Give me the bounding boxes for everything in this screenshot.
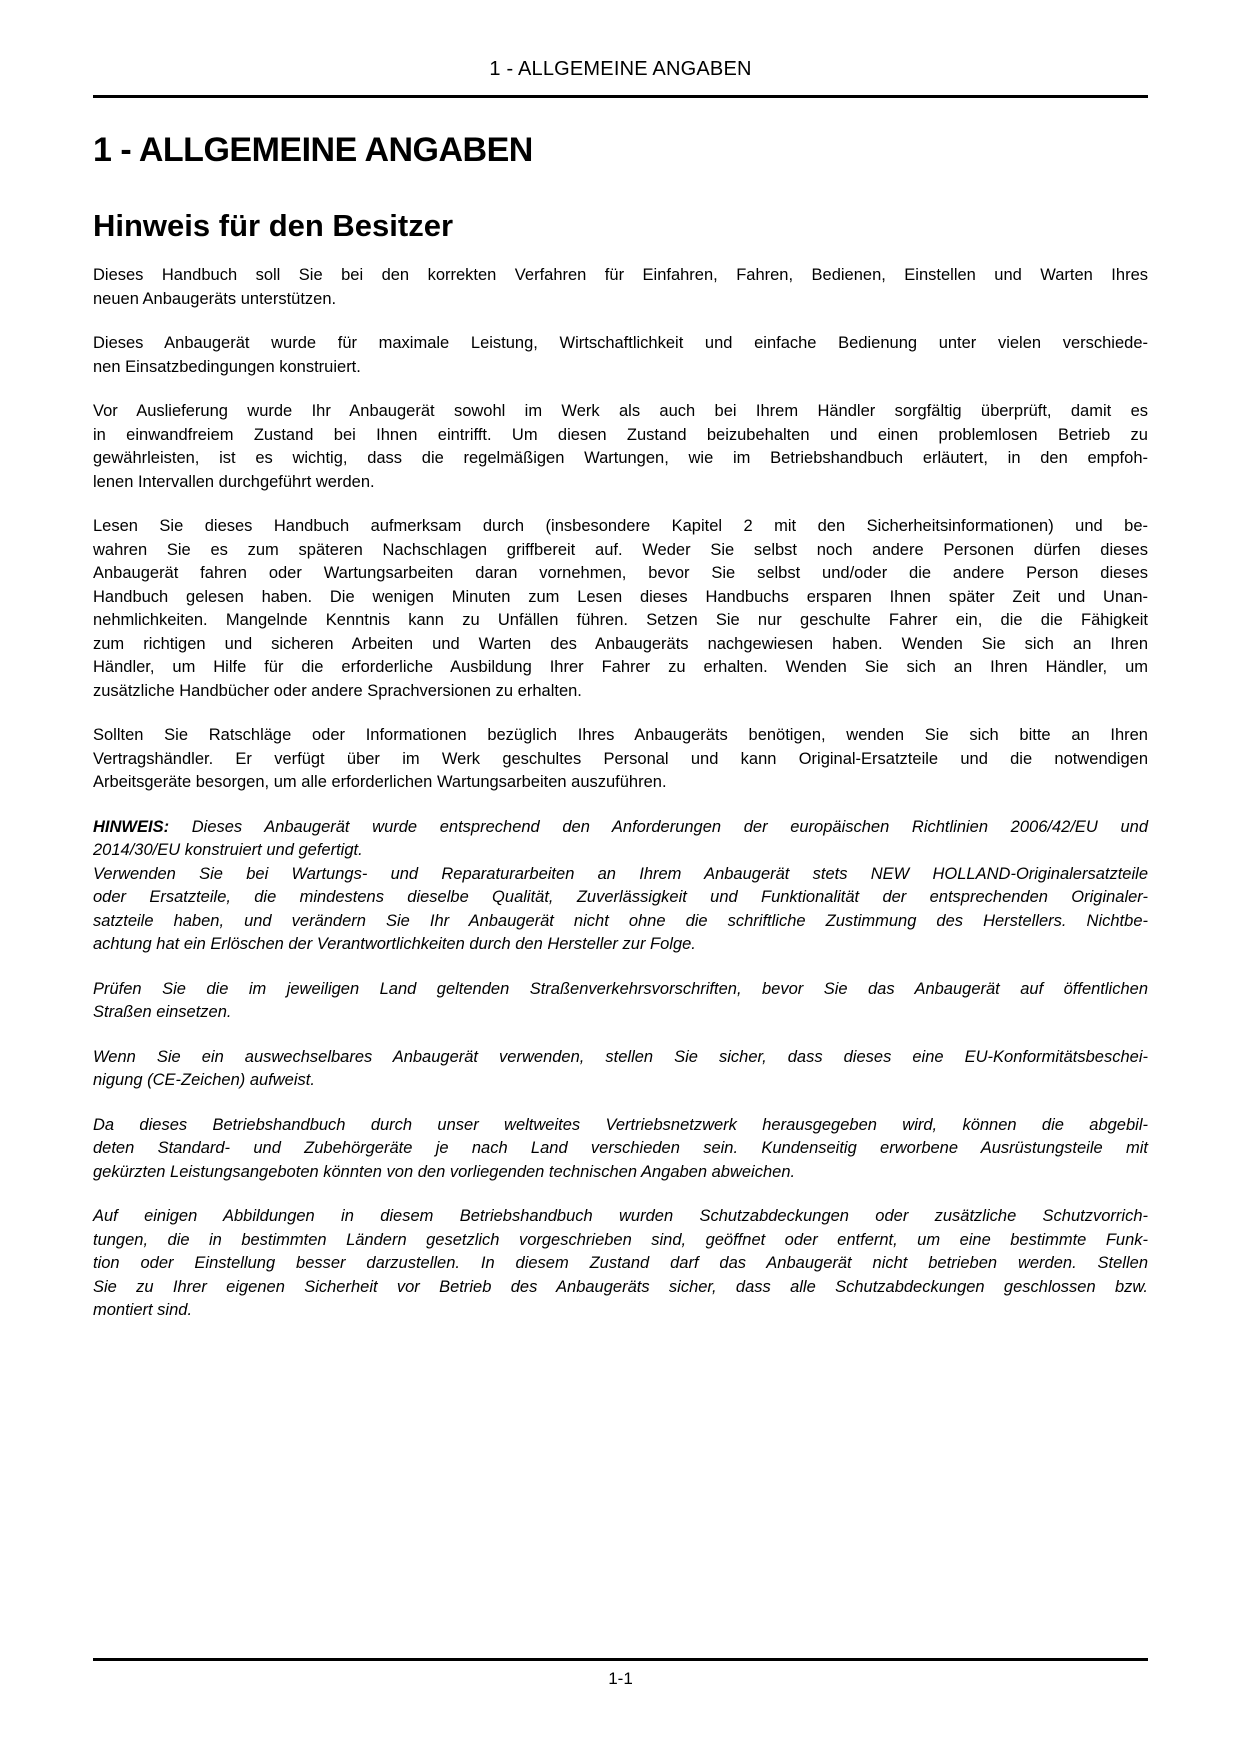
text-line: gekürzten Leistungsangeboten könnten von den vorliegenden technischen Angaben abweichen. (93, 1162, 796, 1181)
text-line: tungen, die in bestimmten Ländern gesetzlich vorgeschrieben sind, geöffnet oder entfernt, um eine bestimmte Funk- (93, 1230, 1148, 1249)
paragraph-2 (93, 332, 1148, 379)
text-line: Handbuch gelesen haben. Die wenigen Minuten zum Lesen dieses Handbuchs ersparen Ihnen später Zeit und Unan- (93, 587, 1148, 606)
header-rule (93, 95, 1148, 98)
paragraph-10 (93, 1114, 1148, 1185)
text-line: deten Standard- und Zubehörgeräte je nach Land verschieden sein. Kundenseitig erworbene Ausrüstungsteile mit (93, 1139, 1148, 1157)
text-line: montiert sind. (93, 1301, 193, 1319)
paragraph-9 (93, 1046, 1148, 1093)
page-header (0, 58, 1241, 98)
text-line: Arbeitsgeräte besorgen, um alle erforderlichen Wartungsarbeiten auszuführen. (93, 773, 667, 791)
text-line: satzteile haben, und verändern Sie Ihr Anbaugerät nicht ohne die schriftliche Zustimmung des Herstellers. Nichtbe- (93, 911, 1148, 930)
body-text (93, 264, 1148, 1323)
text-line: nehmlichkeiten. Mangelnde Kenntnis kann zu Unfällen führen. Setzen Sie nur geschulte Fahrer ein, die die Fähigkeit (93, 611, 1148, 629)
text-line: wahren Sie es zum späteren Nachschlagen griffbereit auf. Weder Sie selbst noch andere Personen dürfen dieses (93, 540, 1148, 559)
text-line: oder Ersatzteile, die mindestens dieselbe Qualität, Zuverlässigkeit und Funktionalität der entsprechenden Originaler- (93, 888, 1148, 906)
chapter-title: 1 - ALLGEMEINE ANGABEN (93, 131, 533, 169)
text-line: Vertragshändler. Er verfügt über im Werk geschultes Personal und kann Original-Ersatzteile und die notwendigen (93, 749, 1148, 768)
text-line: Dieses Handbuch soll Sie bei den korrekten Verfahren für Einfahren, Fahren, Bedienen, Einstellen und Warten Ihres (93, 266, 1148, 284)
running-title: 1 - ALLGEMEINE ANGABEN (489, 58, 752, 80)
text-line: zum richtigen und sicheren Arbeiten und Warten des Anbaugeräts nachgewiesen haben. Wenden Sie sich an Ihren (93, 634, 1148, 653)
text-line: lenen Intervallen durchgeführt werden. (93, 472, 375, 491)
text-line: tion oder Einstellung besser darzustellen. In diesem Zustand darf das Anbaugerät nicht betrieben werden. Stellen (93, 1254, 1148, 1272)
text-line: Verwenden Sie bei Wartungs- und Reparaturarbeiten an Ihrem Anbaugerät stets NEW HOLLAND-Originalersatzteile (93, 864, 1148, 883)
text-line: Auf einigen Abbildungen in diesem Betriebshandbuch wurden Schutzabdeckungen oder zusätzliche Schutzvorrich- (93, 1207, 1148, 1225)
text-line: Sie zu Ihrer eigenen Sicherheit vor Betrieb des Anbaugeräts sicher, dass alle Schutzabdeckungen geschlossen bzw. (93, 1277, 1148, 1296)
text-line: zusätzliche Handbücher oder andere Sprachversionen zu erhalten. (93, 681, 582, 700)
text-line: gewährleisten, ist es wichtig, dass die regelmäßigen Wartungen, wie im Betriebshandbuch erläutert, in den empfoh- (93, 449, 1148, 467)
text-line: neuen Anbaugeräts unterstützen. (93, 289, 337, 308)
text-line: Vor Auslieferung wurde Ihr Anbaugerät sowohl im Werk als auch bei Ihrem Händler sorgfältig überprüft, damit es (93, 402, 1148, 420)
text-line: Wenn Sie ein auswechselbares Anbaugerät verwenden, stellen Sie sicher, dass dieses eine EU-Konformitätsbeschei- (93, 1047, 1148, 1066)
paragraph-1 (93, 264, 1148, 311)
note-label: HINWEIS: (93, 817, 170, 836)
paragraph-11 (93, 1205, 1148, 1323)
text-line: Anbaugerät fahren oder Wartungsarbeiten daran vornehmen, bevor Sie selbst und/oder die andere Person dieses (93, 564, 1148, 582)
text-line: nigung (CE-Zeichen) aufweist. (93, 1071, 315, 1089)
text-line: Sollten Sie Ratschläge oder Informationen bezüglich Ihres Anbaugeräts benötigen, wenden Sie sich bitte an Ihren (93, 726, 1148, 744)
text-line: Händler, um Hilfe für die erforderliche Ausbildung Ihrer Fahrer zu erhalten. Wenden Sie sich an Ihren Händler, um (93, 658, 1148, 676)
page-number: 1-1 (608, 1669, 633, 1688)
text-line: 2014/30/EU konstruiert und gefertigt. (93, 841, 363, 859)
footer-rule (93, 1658, 1148, 1661)
text-line: Straßen einsetzen. (93, 1003, 232, 1021)
paragraph-8 (93, 978, 1148, 1025)
paragraph-4 (93, 515, 1148, 703)
text-line: Da dieses Betriebshandbuch durch unser weltweites Vertriebsnetzwerk herausgegeben wird, können die abgebil- (93, 1115, 1148, 1134)
paragraph-5 (93, 724, 1148, 795)
text-line: Prüfen Sie die im jeweiligen Land geltenden Straßenverkehrsvorschriften, bevor Sie das Anbaugerät auf öffentlichen (93, 979, 1148, 998)
section-title: Hinweis für den Besitzer (93, 208, 454, 243)
text-line: achtung hat ein Erlöschen der Verantwortlichkeiten durch den Hersteller zur Folge. (93, 935, 696, 953)
paragraph-6 (93, 816, 1148, 863)
paragraph-7 (93, 863, 1148, 957)
page-footer (93, 1658, 1148, 1689)
text-line: nen Einsatzbedingungen konstruiert. (93, 357, 361, 376)
text-line: in einwandfreiem Zustand bei Ihnen eintrifft. Um diesen Zustand beizubehalten und einen problemlosen Betrieb zu (93, 425, 1148, 444)
text-line: Dieses Anbaugerät wurde für maximale Leistung, Wirtschaftlichkeit und einfache Bedienung unter vielen verschiede- (93, 334, 1148, 352)
text-line: HINWEIS: Dieses Anbaugerät wurde entsprechend den Anforderungen der europäischen Richtlinien 2006/42/EU und (93, 817, 1148, 836)
paragraph-3 (93, 400, 1148, 494)
text-line: Lesen Sie dieses Handbuch aufmerksam durch (insbesondere Kapitel 2 mit den Sicherheitsinformationen) und be- (93, 517, 1148, 535)
